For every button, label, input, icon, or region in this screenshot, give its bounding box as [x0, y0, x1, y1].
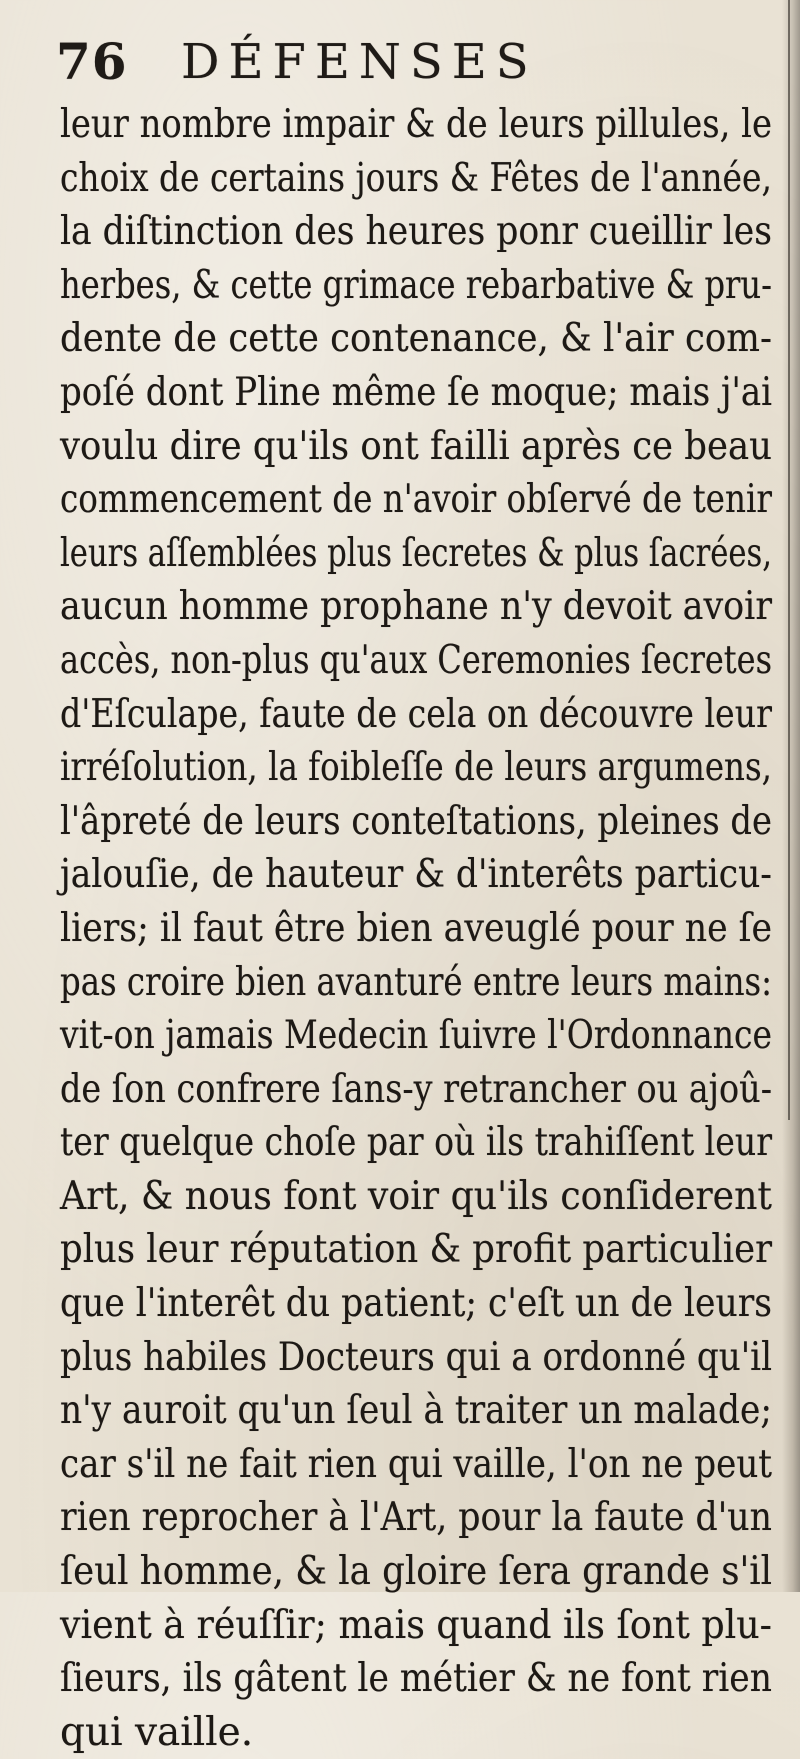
text-line: irréſolution, la foibleſſe de leurs argumens,	[60, 745, 772, 791]
text-line: herbes, & cette grimace rebarbative & pru-	[60, 262, 772, 308]
text-line: ſeul homme, & la gloire ſera grande s'il	[60, 1549, 772, 1595]
text-line: dente de cette contenance, & l'air com-	[60, 316, 772, 362]
text-line: car s'il ne fait rien qui vaille, l'on ne peut	[60, 1441, 773, 1487]
text-line: vit-on jamais Medecin ſuivre l'Ordonnance	[60, 1013, 772, 1059]
text-line: plus leur réputation & profit particulier	[60, 1227, 773, 1273]
page-header	[56, 26, 776, 96]
text-line: de ſon confrere ſans-y retrancher ou ajoû-	[60, 1066, 773, 1112]
text-line: que l'interêt du patient; c'eſt un de leurs	[60, 1281, 773, 1327]
text-line: aucun homme prophane n'y devoit avoir	[60, 584, 773, 630]
text-line: liers; il faut être bien aveuglé pour ne ſe	[60, 905, 773, 951]
text-line: vient à réuſſir; mais quand ils ſont plu-	[60, 1602, 772, 1648]
text-line: ſieurs, ils gâtent le métier & ne font rien	[60, 1656, 772, 1702]
running-title: DÉFENSES	[181, 34, 538, 90]
text-line: la diſtinction des heures ponr cueillir les	[60, 209, 772, 255]
text-line: voulu dire qu'ils ont failli après ce beau	[60, 423, 772, 469]
text-line: choix de certains jours & Fêtes de l'année,	[60, 155, 772, 201]
text-line: leurs aſſemblées plus ſecretes & plus ſacrées,	[60, 530, 772, 576]
text-line: ter quelque choſe par où ils trahiſſent leur	[60, 1120, 773, 1166]
body-text	[60, 98, 800, 1759]
text-line: l'âpreté de leurs conteſtations, pleines de	[60, 798, 773, 844]
text-line: d'Eſculape, faute de cela on découvre leur	[60, 691, 772, 737]
page-number: 76	[56, 32, 128, 91]
text-line: Art, & nous font voir qu'ils conſiderent	[60, 1173, 772, 1219]
text-line: commencement de n'avoir obſervé de tenir	[60, 477, 772, 523]
text-line: plus habiles Docteurs qui a ordonné qu'il	[60, 1334, 773, 1380]
text-line: leur nombre impair & de leurs pillules, le	[60, 102, 772, 147]
text-line: n'y auroit qu'un ſeul à traiter un malade;	[60, 1388, 772, 1434]
text-line: accès, non-plus qu'aux Ceremonies ſecretes	[60, 637, 773, 683]
text-line: rien reprocher à l'Art, pour la faute d'un	[60, 1495, 772, 1541]
text-line: poſé dont Pline même ſe moque; mais j'ai	[60, 369, 772, 415]
text-line: qui vaille.	[60, 1709, 254, 1755]
text-line: pas croire bien avanturé entre leurs mains:	[60, 959, 773, 1005]
text-line: jalouſie, de hauteur & d'interêts particu-	[60, 852, 772, 898]
